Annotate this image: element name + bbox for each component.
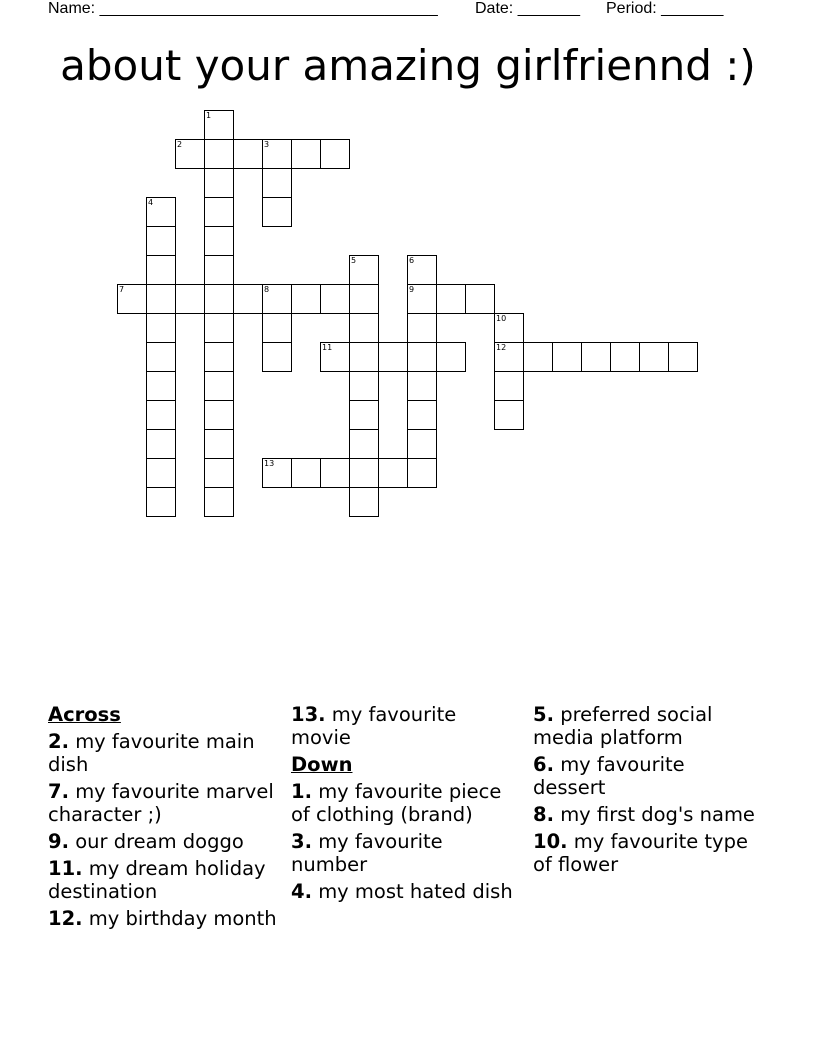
crossword-cell[interactable] <box>436 342 466 372</box>
crossword-cell[interactable] <box>407 458 437 488</box>
date-field[interactable]: Date: _______ <box>475 0 580 17</box>
crossword-cell[interactable] <box>291 458 321 488</box>
clue-item: 5. preferred social media platform <box>533 703 713 749</box>
crossword-cell[interactable] <box>465 284 495 314</box>
crossword-cell[interactable] <box>349 284 379 314</box>
clue-item: 11. my dream holiday destination <box>48 857 266 903</box>
name-field[interactable]: Name: ______________________________________ <box>48 0 438 17</box>
clue-number-label: 9 <box>409 285 415 294</box>
across-heading: Across <box>48 703 121 726</box>
clue-item: 1. my favourite piece of clothing (brand) <box>291 780 502 826</box>
clue-item: 13. my favourite movie <box>291 703 457 749</box>
crossword-cell[interactable] <box>146 458 176 488</box>
crossword-cell[interactable] <box>204 255 234 285</box>
clue-item: 9. our dream doggo <box>48 830 244 853</box>
crossword-cell[interactable] <box>146 313 176 343</box>
crossword-cell[interactable] <box>204 429 234 459</box>
crossword-cell[interactable] <box>349 487 379 517</box>
crossword-cell[interactable] <box>262 342 292 372</box>
clue-column-3 <box>533 703 763 880</box>
clue-item: 3. my favourite number <box>291 830 443 876</box>
clue-item: 2. my favourite main dish <box>48 730 255 776</box>
crossword-cell[interactable] <box>639 342 669 372</box>
crossword-cell[interactable] <box>494 400 524 430</box>
clue-item: 7. my favourite marvel character ;) <box>48 780 274 826</box>
clue-number-label: 6 <box>409 256 415 265</box>
crossword-cell[interactable] <box>262 197 292 227</box>
crossword-cell[interactable] <box>262 313 292 343</box>
crossword-cell[interactable] <box>349 429 379 459</box>
crossword-cell[interactable] <box>175 284 205 314</box>
clue-number-label: 4 <box>148 198 154 207</box>
crossword-cell[interactable] <box>552 342 582 372</box>
down-heading: Down <box>291 753 353 776</box>
crossword-cell[interactable] <box>146 371 176 401</box>
clue-column-2 <box>291 703 521 907</box>
crossword-cell[interactable] <box>146 284 176 314</box>
crossword-cell[interactable] <box>204 313 234 343</box>
crossword-cell[interactable] <box>204 487 234 517</box>
page-title: about your amazing girlfriennd :) <box>60 41 756 90</box>
crossword-cell[interactable] <box>204 371 234 401</box>
crossword-cell[interactable] <box>291 284 321 314</box>
clue-item: 10. my favourite type of flower <box>533 830 748 876</box>
crossword-cell[interactable] <box>291 139 321 169</box>
crossword-cell[interactable] <box>146 226 176 256</box>
crossword-cell[interactable] <box>233 284 263 314</box>
clue-item: 8. my first dog's name <box>533 803 755 826</box>
crossword-cell[interactable] <box>146 429 176 459</box>
crossword-cell[interactable] <box>494 371 524 401</box>
crossword-cell[interactable] <box>581 342 611 372</box>
clue-number-label: 13 <box>264 459 275 468</box>
crossword-cell[interactable] <box>407 400 437 430</box>
crossword-cell[interactable] <box>378 342 408 372</box>
crossword-cell[interactable] <box>523 342 553 372</box>
crossword-cell[interactable] <box>320 284 350 314</box>
crossword-cell[interactable] <box>146 255 176 285</box>
crossword-cell[interactable] <box>146 400 176 430</box>
clue-number-label: 10 <box>496 314 507 323</box>
crossword-cell[interactable] <box>407 313 437 343</box>
clue-number-label: 5 <box>351 256 357 265</box>
clue-column-1 <box>48 703 278 934</box>
crossword-cell[interactable] <box>233 139 263 169</box>
clue-item: 12. my birthday month <box>48 907 277 930</box>
crossword-cell[interactable] <box>407 371 437 401</box>
clue-number-label: 11 <box>322 343 333 352</box>
clue-number-label: 8 <box>264 285 270 294</box>
crossword-cell[interactable] <box>320 139 350 169</box>
crossword-cell[interactable] <box>146 487 176 517</box>
clue-item: 4. my most hated dish <box>291 880 513 903</box>
crossword-cell[interactable] <box>349 313 379 343</box>
crossword-cell[interactable] <box>204 284 234 314</box>
clue-number-label: 2 <box>177 140 183 149</box>
clue-item: 6. my favourite dessert <box>533 753 685 799</box>
crossword-cell[interactable] <box>204 226 234 256</box>
crossword-cell[interactable] <box>204 139 234 169</box>
period-field[interactable]: Period: _______ <box>606 0 724 17</box>
crossword-cell[interactable] <box>668 342 698 372</box>
clue-number-label: 7 <box>119 285 125 294</box>
crossword-cell[interactable] <box>407 342 437 372</box>
crossword-cell[interactable] <box>204 458 234 488</box>
crossword-cell[interactable] <box>204 168 234 198</box>
clue-number-label: 12 <box>496 343 507 352</box>
clue-number-label: 3 <box>264 140 270 149</box>
crossword-cell[interactable] <box>204 342 234 372</box>
crossword-cell[interactable] <box>349 371 379 401</box>
crossword-cell[interactable] <box>378 458 408 488</box>
clue-number-label: 1 <box>206 111 212 120</box>
crossword-cell[interactable] <box>204 197 234 227</box>
crossword-cell[interactable] <box>610 342 640 372</box>
crossword-cell[interactable] <box>146 342 176 372</box>
crossword-cell[interactable] <box>320 458 350 488</box>
crossword-cell[interactable] <box>204 400 234 430</box>
crossword-cell[interactable] <box>436 284 466 314</box>
crossword-cell[interactable] <box>407 429 437 459</box>
crossword-cell[interactable] <box>262 168 292 198</box>
crossword-cell[interactable] <box>349 342 379 372</box>
crossword-cell[interactable] <box>349 458 379 488</box>
crossword-cell[interactable] <box>349 400 379 430</box>
